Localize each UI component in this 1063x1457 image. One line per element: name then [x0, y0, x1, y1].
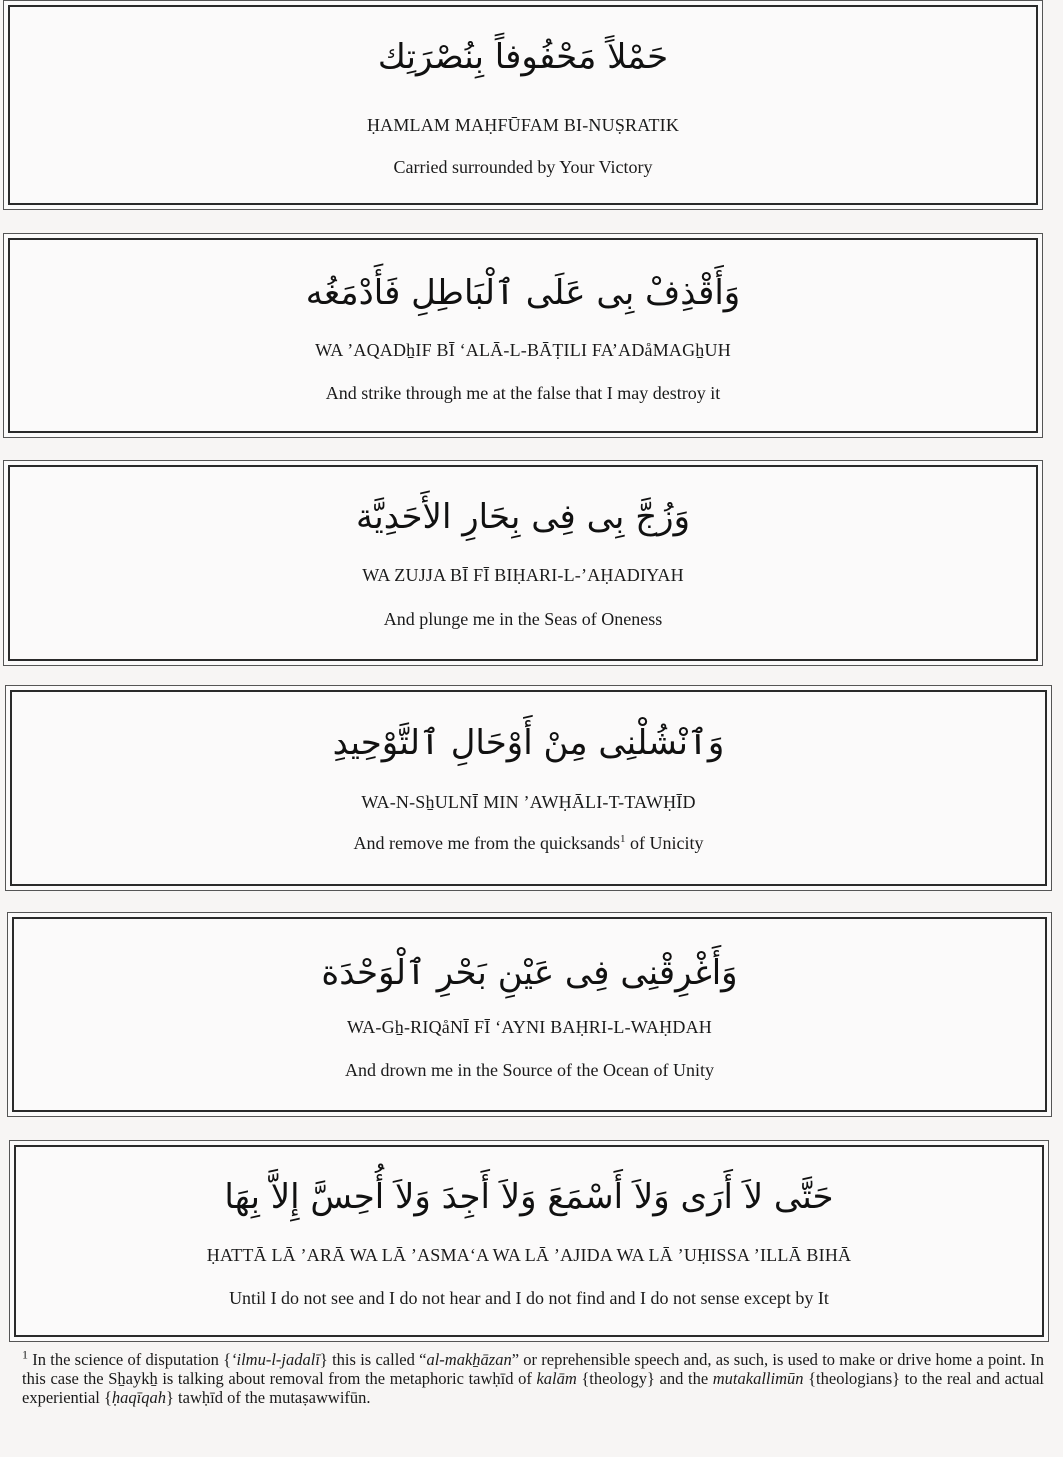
verse-2-transliteration: WA ’AQADẖIF BĪ ‘ALĀ-L-BĀṬILI FA’ADåMAGẖUH — [315, 340, 731, 360]
footnote-number: 1 — [22, 1347, 28, 1362]
verse-4-transliteration: WA-N-SẖULNĪ MIN ’AWḤĀLI-T-TAWḤĪD — [361, 792, 696, 812]
verse-box-6 — [14, 1145, 1044, 1337]
verse-1-transliteration: ḤAMLAM MAḤFŪFAM BI-NUṢRATIK — [366, 115, 680, 135]
footnote-text-1: In the science of disputation { — [28, 1350, 232, 1369]
footnote-reference-mark: 1 — [619, 833, 626, 845]
verse-5-arabic: وَأَغْرِقْنِى فِى عَيْنِ بَحْرِ ٱلْوَحْدَة — [321, 953, 738, 993]
footnote-term-haqiqah: ḥaqīqah — [111, 1388, 167, 1407]
footnote-text-3: ” or reprehensible speech and, as such, is used to make or drive home a point. In this case the Sẖaykẖ is talking about removal from the metaphoric tawḥīd of — [22, 1350, 1044, 1388]
verse-6-translation: Until I do not see and I do not hear and I do not find and I do not sense except by It — [229, 1288, 829, 1308]
verse-4-arabic: وَٱنْشُلْنِى مِنْ أَوْحَالِ ٱلتَّوْحِيدِ — [332, 723, 725, 763]
footnote-text-4: {theology} and the — [576, 1369, 713, 1388]
verse-2-translation: And strike through me at the false that I may destroy it — [325, 383, 721, 403]
verse-box-1 — [8, 5, 1038, 205]
verse-3-translation: And plunge me in the Seas of Oneness — [383, 609, 663, 629]
verse-4-translation-tail: of Unicity — [625, 833, 704, 853]
footnote-term-kalam: kalām — [536, 1369, 577, 1388]
verse-box-2 — [8, 238, 1038, 433]
footnote-term-mutakallimun: mutakallimūn — [712, 1369, 804, 1388]
verse-4-translation-text: And remove me from the quicksands — [353, 833, 620, 853]
verse-box-3 — [8, 465, 1038, 661]
verse-1-arabic: حَمْلاً مَحْفُوفاً بِنُصْرَتِك — [377, 37, 669, 77]
verse-6-transliteration: ḤATTĀ LĀ ’ARĀ WA LĀ ’ASMA‘A WA LĀ ’AJIDA WA LĀ ’UḤISSA ’ILLĀ BIHĀ — [206, 1245, 852, 1265]
footnote — [22, 1347, 1045, 1407]
footnote-term-ilmu: ‘ilmu-l-jadalī — [231, 1350, 320, 1369]
verse-4-translation — [12, 833, 1045, 854]
verse-box-4 — [10, 690, 1047, 886]
verse-1-translation: Carried surrounded by Your Victory — [393, 157, 653, 177]
verse-5-transliteration: WA-Gẖ-RIQåNĪ FĪ ‘AYNI BAḤRI-L-WAḤDAH — [347, 1017, 712, 1037]
verse-box-5 — [12, 917, 1047, 1112]
footnote-text-6: } tawḥīd of the mutaṣawwifūn. — [166, 1388, 371, 1407]
verse-6-arabic: حَتَّى لاَ أَرَى وَلاَ أَسْمَعَ وَلاَ أَجِدَ وَلاَ أُحِسَّ إِلاَّ بِهَا — [224, 1177, 834, 1217]
footnote-term-makhazan: al-makẖāzan — [426, 1350, 512, 1369]
verse-3-arabic: وَزُجَّ بِى فِى بِحَارِ الأَحَدِيَّة — [356, 497, 690, 537]
verse-5-translation: And drown me in the Source of the Ocean of Unity — [345, 1060, 714, 1080]
verse-2-arabic: وَأَقْذِفْ بِى عَلَى ٱلْبَاطِلِ فَأَدْمَغُه — [305, 273, 741, 313]
footnote-text-2: } this is called “ — [319, 1350, 427, 1369]
verse-3-transliteration: WA ZUJJA BĪ FĪ BIḤARI-L-’AḤADIYAH — [362, 565, 684, 585]
footnote-text-5: {theologians} to the real and actual experiential { — [22, 1369, 1045, 1407]
